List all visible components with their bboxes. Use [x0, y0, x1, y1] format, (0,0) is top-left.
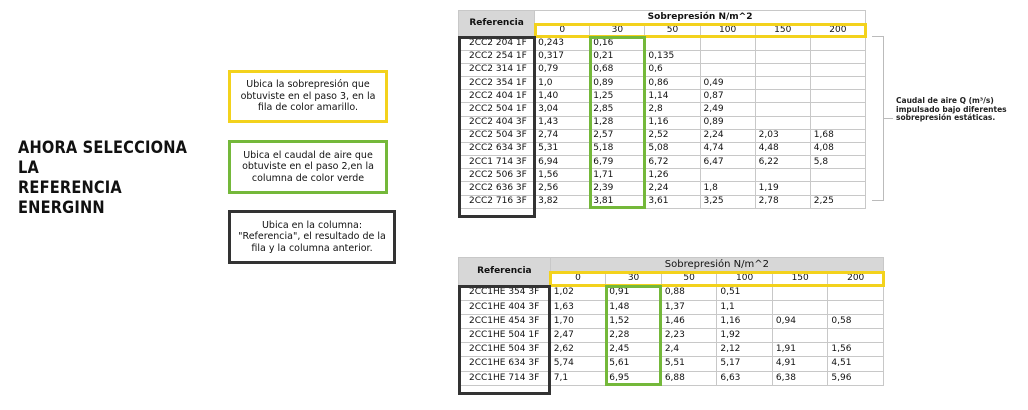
airflow-cell: 6,63	[717, 371, 773, 385]
table-row	[459, 300, 884, 314]
reference-cell: 2CC2 254 1F	[459, 50, 535, 63]
airflow-cell: 1,16	[717, 314, 773, 328]
airflow-cell	[700, 37, 755, 50]
airflow-cell	[810, 90, 865, 103]
table-row	[459, 357, 884, 371]
airflow-cell: 2,4	[661, 343, 717, 357]
instruction-reference-text: Ubica en la columna: "Referencia", el resultado de la fila y la columna anterior.	[238, 219, 386, 254]
airflow-cell	[645, 37, 700, 50]
airflow-cell: 2,49	[700, 103, 755, 116]
table-row	[459, 50, 866, 63]
table-row	[459, 129, 866, 142]
airflow-cell: 2,24	[700, 129, 755, 142]
table-brace-tick	[883, 118, 893, 119]
reference-cell: 2CC2 314 1F	[459, 63, 535, 76]
airflow-cell: 4,08	[810, 142, 865, 155]
reference-cell: 2CC1HE 454 3F	[459, 314, 551, 328]
airflow-cell: 0,89	[700, 116, 755, 129]
airflow-cell: 2,52	[645, 129, 700, 142]
airflow-cell: 2,12	[717, 343, 773, 357]
airflow-cell: 2,78	[755, 195, 810, 208]
airflow-cell: 4,51	[828, 357, 884, 371]
airflow-cell: 2,8	[645, 103, 700, 116]
airflow-cell: 1,63	[550, 300, 606, 314]
airflow-cell: 0,58	[828, 314, 884, 328]
airflow-cell: 2,39	[590, 182, 645, 195]
pressure-header: Sobrepresión N/m^2	[550, 258, 883, 272]
pressure-value: 150	[755, 24, 810, 37]
airflow-cell	[810, 103, 865, 116]
airflow-cell	[755, 63, 810, 76]
airflow-cell: 3,81	[590, 195, 645, 208]
reference-cell: 2CC2 634 3F	[459, 142, 535, 155]
airflow-cell: 5,18	[590, 142, 645, 155]
airflow-cell: 0,89	[590, 76, 645, 89]
airflow-cell: 0,51	[717, 286, 773, 300]
airflow-cell	[755, 103, 810, 116]
pressure-header: Sobrepresión N/m^2	[535, 11, 866, 24]
reference-cell: 2CC2 404 1F	[459, 90, 535, 103]
instruction-reference-column	[228, 210, 396, 264]
airflow-cell	[700, 63, 755, 76]
airflow-cell: 3,25	[700, 195, 755, 208]
airflow-cell	[755, 169, 810, 182]
reference-cell: 2CC1HE 354 3F	[459, 286, 551, 300]
pressure-value: 50	[645, 24, 700, 37]
table-row	[459, 314, 884, 328]
airflow-cell: 2,85	[590, 103, 645, 116]
pressure-value: 30	[606, 272, 662, 286]
airflow-cell: 1,52	[606, 314, 662, 328]
airflow-cell: 2,45	[606, 343, 662, 357]
instruction-airflow-column	[228, 140, 388, 194]
airflow-cell: 1,14	[645, 90, 700, 103]
airflow-cell: 1,0	[535, 76, 590, 89]
table-row	[459, 169, 866, 182]
table-row	[459, 195, 866, 208]
reference-cell: 2CC2 204 1F	[459, 37, 535, 50]
airflow-cell: 1,28	[590, 116, 645, 129]
airflow-cell	[828, 300, 884, 314]
pressure-value: 150	[772, 272, 828, 286]
table-row	[459, 156, 866, 169]
airflow-cell	[810, 63, 865, 76]
pressure-value: 100	[700, 24, 755, 37]
airflow-cell: 0,317	[535, 50, 590, 63]
reference-cell: 2CC2 404 3F	[459, 116, 535, 129]
header-row	[459, 258, 884, 272]
airflow-cell: 0,21	[590, 50, 645, 63]
airflow-cell: 6,88	[661, 371, 717, 385]
airflow-cell: 1,70	[550, 314, 606, 328]
airflow-cell: 2,03	[755, 129, 810, 142]
airflow-cell: 0,79	[535, 63, 590, 76]
reference-cell: 2CC2 504 1F	[459, 103, 535, 116]
airflow-cell	[700, 169, 755, 182]
airflow-cell: 0,6	[645, 63, 700, 76]
table-row	[459, 103, 866, 116]
pressure-value: 0	[535, 24, 590, 37]
reference-header: Referencia	[459, 11, 535, 37]
airflow-cell: 1,71	[590, 169, 645, 182]
airflow-cell: 2,74	[535, 129, 590, 142]
airflow-cell: 6,47	[700, 156, 755, 169]
airflow-cell: 7,1	[550, 371, 606, 385]
airflow-cell: 1,37	[661, 300, 717, 314]
airflow-cell: 0,16	[590, 37, 645, 50]
airflow-cell: 1,02	[550, 286, 606, 300]
airflow-cell: 1,25	[590, 90, 645, 103]
airflow-cell: 5,74	[550, 357, 606, 371]
reference-cell: 2CC2 506 3F	[459, 169, 535, 182]
reference-cell: 2CC2 354 1F	[459, 76, 535, 89]
airflow-cell: 2,62	[550, 343, 606, 357]
airflow-cell	[772, 300, 828, 314]
reference-cell: 2CC1HE 634 3F	[459, 357, 551, 371]
table-row	[459, 371, 884, 385]
airflow-cell: 0,86	[645, 76, 700, 89]
airflow-cell	[828, 328, 884, 342]
airflow-cell: 1,56	[535, 169, 590, 182]
airflow-cell: 6,22	[755, 156, 810, 169]
airflow-cell: 2,47	[550, 328, 606, 342]
airflow-caption: Caudal de aire Q (m³/s) impulsado bajo diferentes sobrepresión estáticas.	[896, 96, 1007, 122]
airflow-cell: 4,91	[772, 357, 828, 371]
table-row	[459, 76, 866, 89]
airflow-cell: 1,16	[645, 116, 700, 129]
airflow-cell	[828, 286, 884, 300]
airflow-cell	[755, 50, 810, 63]
pressure-value: 100	[717, 272, 773, 286]
airflow-cell: 3,04	[535, 103, 590, 116]
pressure-value: 30	[590, 24, 645, 37]
table-row	[459, 63, 866, 76]
pressure-value: 200	[828, 272, 884, 286]
reference-table-2	[458, 257, 884, 386]
airflow-cell: 1,92	[717, 328, 773, 342]
airflow-cell: 0,243	[535, 37, 590, 50]
instruction-pressure-row	[228, 70, 388, 123]
pressure-value: 50	[661, 272, 717, 286]
table-row	[459, 90, 866, 103]
reference-cell: 2CC1HE 504 3F	[459, 343, 551, 357]
airflow-cell	[700, 50, 755, 63]
airflow-cell: 6,95	[606, 371, 662, 385]
table-row	[459, 286, 884, 300]
airflow-cell	[755, 76, 810, 89]
airflow-cell: 1,1	[717, 300, 773, 314]
pressure-value: 0	[550, 272, 606, 286]
reference-header: Referencia	[459, 258, 551, 286]
airflow-cell: 5,96	[828, 371, 884, 385]
airflow-cell: 1,48	[606, 300, 662, 314]
airflow-cell	[810, 182, 865, 195]
airflow-cell: 4,74	[700, 142, 755, 155]
airflow-cell	[810, 116, 865, 129]
airflow-cell: 1,26	[645, 169, 700, 182]
reference-cell: 2CC1HE 404 3F	[459, 300, 551, 314]
reference-cell: 2CC2 636 3F	[459, 182, 535, 195]
airflow-cell: 3,61	[645, 195, 700, 208]
airflow-cell: 2,56	[535, 182, 590, 195]
airflow-cell: 1,8	[700, 182, 755, 195]
instruction-airflow-text: Ubica el caudal de aire que obtuviste en el paso 2,en la columna de color verde	[242, 149, 374, 184]
airflow-cell: 2,28	[606, 328, 662, 342]
table-row	[459, 116, 866, 129]
airflow-cell: 5,17	[717, 357, 773, 371]
airflow-cell: 2,57	[590, 129, 645, 142]
airflow-cell: 6,72	[645, 156, 700, 169]
airflow-cell: 1,19	[755, 182, 810, 195]
airflow-cell: 5,31	[535, 142, 590, 155]
airflow-cell: 6,79	[590, 156, 645, 169]
table-row	[459, 328, 884, 342]
airflow-cell	[755, 116, 810, 129]
page-heading: AHORA SELECCIONA LA REFERENCIA ENERGINN	[18, 138, 188, 218]
table-row	[459, 343, 884, 357]
airflow-cell: 1,46	[661, 314, 717, 328]
airflow-cell	[810, 76, 865, 89]
airflow-cell: 2,24	[645, 182, 700, 195]
airflow-cell: 0,49	[700, 76, 755, 89]
airflow-cell	[810, 37, 865, 50]
airflow-cell: 1,43	[535, 116, 590, 129]
instruction-pressure-text: Ubica la sobrepresión que obtuviste en el paso 3, en la fila de color amarillo.	[240, 79, 376, 114]
reference-cell: 2CC1HE 504 1F	[459, 328, 551, 342]
airflow-cell: 1,91	[772, 343, 828, 357]
airflow-cell: 0,87	[700, 90, 755, 103]
airflow-cell: 0,88	[661, 286, 717, 300]
airflow-cell: 6,94	[535, 156, 590, 169]
reference-cell: 2CC2 716 3F	[459, 195, 535, 208]
airflow-cell: 1,56	[828, 343, 884, 357]
airflow-cell	[810, 50, 865, 63]
table-row	[459, 182, 866, 195]
airflow-cell: 2,25	[810, 195, 865, 208]
airflow-cell: 4,48	[755, 142, 810, 155]
airflow-cell	[810, 169, 865, 182]
table-row	[459, 37, 866, 50]
airflow-cell	[772, 328, 828, 342]
airflow-cell	[755, 37, 810, 50]
airflow-cell: 3,82	[535, 195, 590, 208]
airflow-cell	[755, 90, 810, 103]
pressure-value: 200	[810, 24, 865, 37]
airflow-cell: 1,40	[535, 90, 590, 103]
airflow-cell: 0,91	[606, 286, 662, 300]
airflow-cell: 0,135	[645, 50, 700, 63]
airflow-cell: 5,51	[661, 357, 717, 371]
airflow-cell	[772, 286, 828, 300]
airflow-cell: 2,23	[661, 328, 717, 342]
header-row	[459, 11, 866, 24]
table-row	[459, 142, 866, 155]
airflow-cell: 0,94	[772, 314, 828, 328]
airflow-cell: 5,08	[645, 142, 700, 155]
airflow-cell: 5,8	[810, 156, 865, 169]
reference-cell: 2CC1HE 714 3F	[459, 371, 551, 385]
reference-cell: 2CC1 714 3F	[459, 156, 535, 169]
airflow-cell: 0,68	[590, 63, 645, 76]
airflow-cell: 6,38	[772, 371, 828, 385]
airflow-cell: 5,61	[606, 357, 662, 371]
reference-table-1	[458, 10, 866, 209]
airflow-cell: 1,68	[810, 129, 865, 142]
reference-cell: 2CC2 504 3F	[459, 129, 535, 142]
